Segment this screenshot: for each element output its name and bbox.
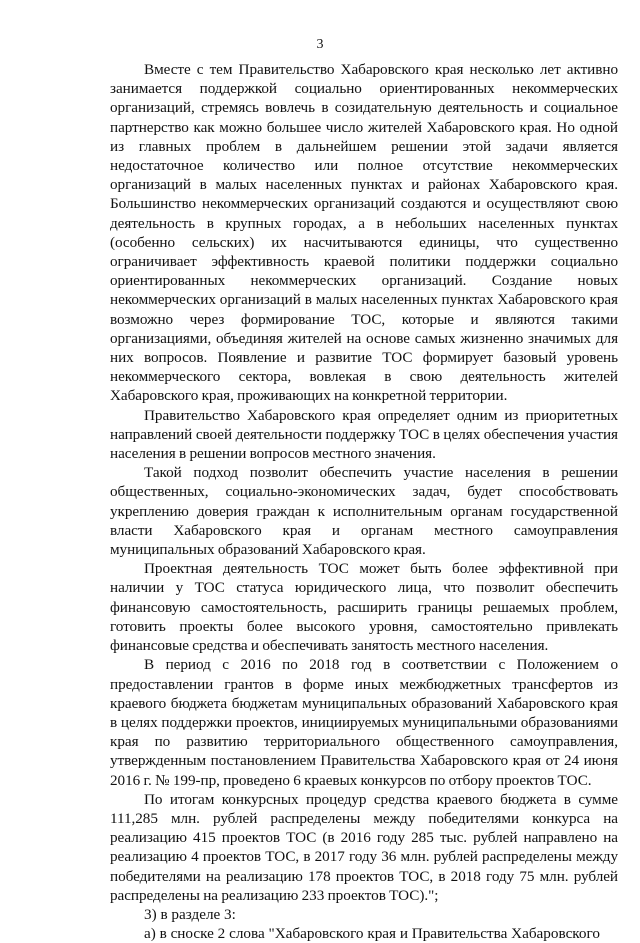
- paragraph-6: По итогам конкурсных процедур средства краевого бюджета в сумме 111,285 млн. рублей распределены между победителями конкурса на реализацию 415 проектов ТОС (в 2016 году 285 тыс. рублей направлено на реализацию 4 проектов ТОС, в 2017 году 36 млн. рублей распределены между победителями на реализацию 178 проектов ТОС, в 2018 году 75 млн. рублей распределены на реализацию 233 проектов ТОС).";: [110, 790, 618, 904]
- paragraph-3: Такой подход позволит обеспечить участие населения в решении общественных, социально-экономических задач, будет способствовать укреплению доверия граждан к исполнительным органам государственной власти Хабаровского края и органам местного самоуправления муниципальных образований Хабаровского края.: [110, 464, 618, 559]
- paragraph-1: Вместе с тем Правительство Хабаровского края несколько лет активно занимается поддержкой социально ориентированных некоммерческих организаций, стремясь вовлечь в созидательную деятельность и социальное партнерство как можно большее число жителей Хабаровского края. Но одной из главных проблем в дальнейшем решении этой задачи является недостаточное количество или полное отсутствие некоммерческих организаций в малых населенных пунктах и районах Хабаровского края. Большинство некоммерческих организаций создаются и осуществляют свою деятельность в крупных городах, а в небольших населенных пунктах (особенно сельских) их насчитываются единицы, что существенно ограничивает эффективность краевой политики поддержки социально ориентированных некоммерческих организаций. Создание новых некоммерческих организаций в малых населенных пунктах Хабаровского края возможно через формирование ТОС, которые и являются такими организациями, объединяя жителей на основе самых жизненно значимых для них вопросов. Появление и развитие ТОС формирует базовый уровень некоммерческого сектора, вовлекая в свою деятельность жителей Хабаровского края, проживающих на конкретной территории.: [110, 61, 618, 405]
- paragraph-4: Проектная деятельность ТОС может быть более эффективной при наличии у ТОС статуса юридического лица, что позволит обеспечить финансовую самостоятельность, расширить границы решаемых проблем, готовить проекты более высокого уровня, самостоятельно привлекать финансовые средства и обеспечивать занятость местного населения.: [110, 560, 618, 655]
- list-item-footnote-2: а) в сноске 2 слова "Хабаровского края и Правительства Хабаровского: [144, 925, 600, 943]
- paragraph-2: Правительство Хабаровского края определяет одним из приоритетных направлений своей деятельности поддержку ТОС в целях обеспечения участия населения в решении вопросов местного значения.: [110, 406, 618, 463]
- list-item-section-3: 3) в разделе 3:: [144, 905, 236, 923]
- document-body: [110, 60, 618, 943]
- paragraph-5: В период с 2016 по 2018 год в соответствии с Положением о предоставлении грантов в форме иных межбюджетных трансфертов из краевого бюджета бюджетам муниципальных образований Хабаровского края в целях поддержки проектов, инициируемых муниципальными образованиями края по развитию территориального общественного самоуправления, утвержденным постановлением Правительства Хабаровского края от 24 июня 2016 г. № 199-пр, проведено 6 краевых конкурсов по отбору проектов ТОС.: [110, 656, 618, 789]
- page-number: 3: [316, 37, 324, 52]
